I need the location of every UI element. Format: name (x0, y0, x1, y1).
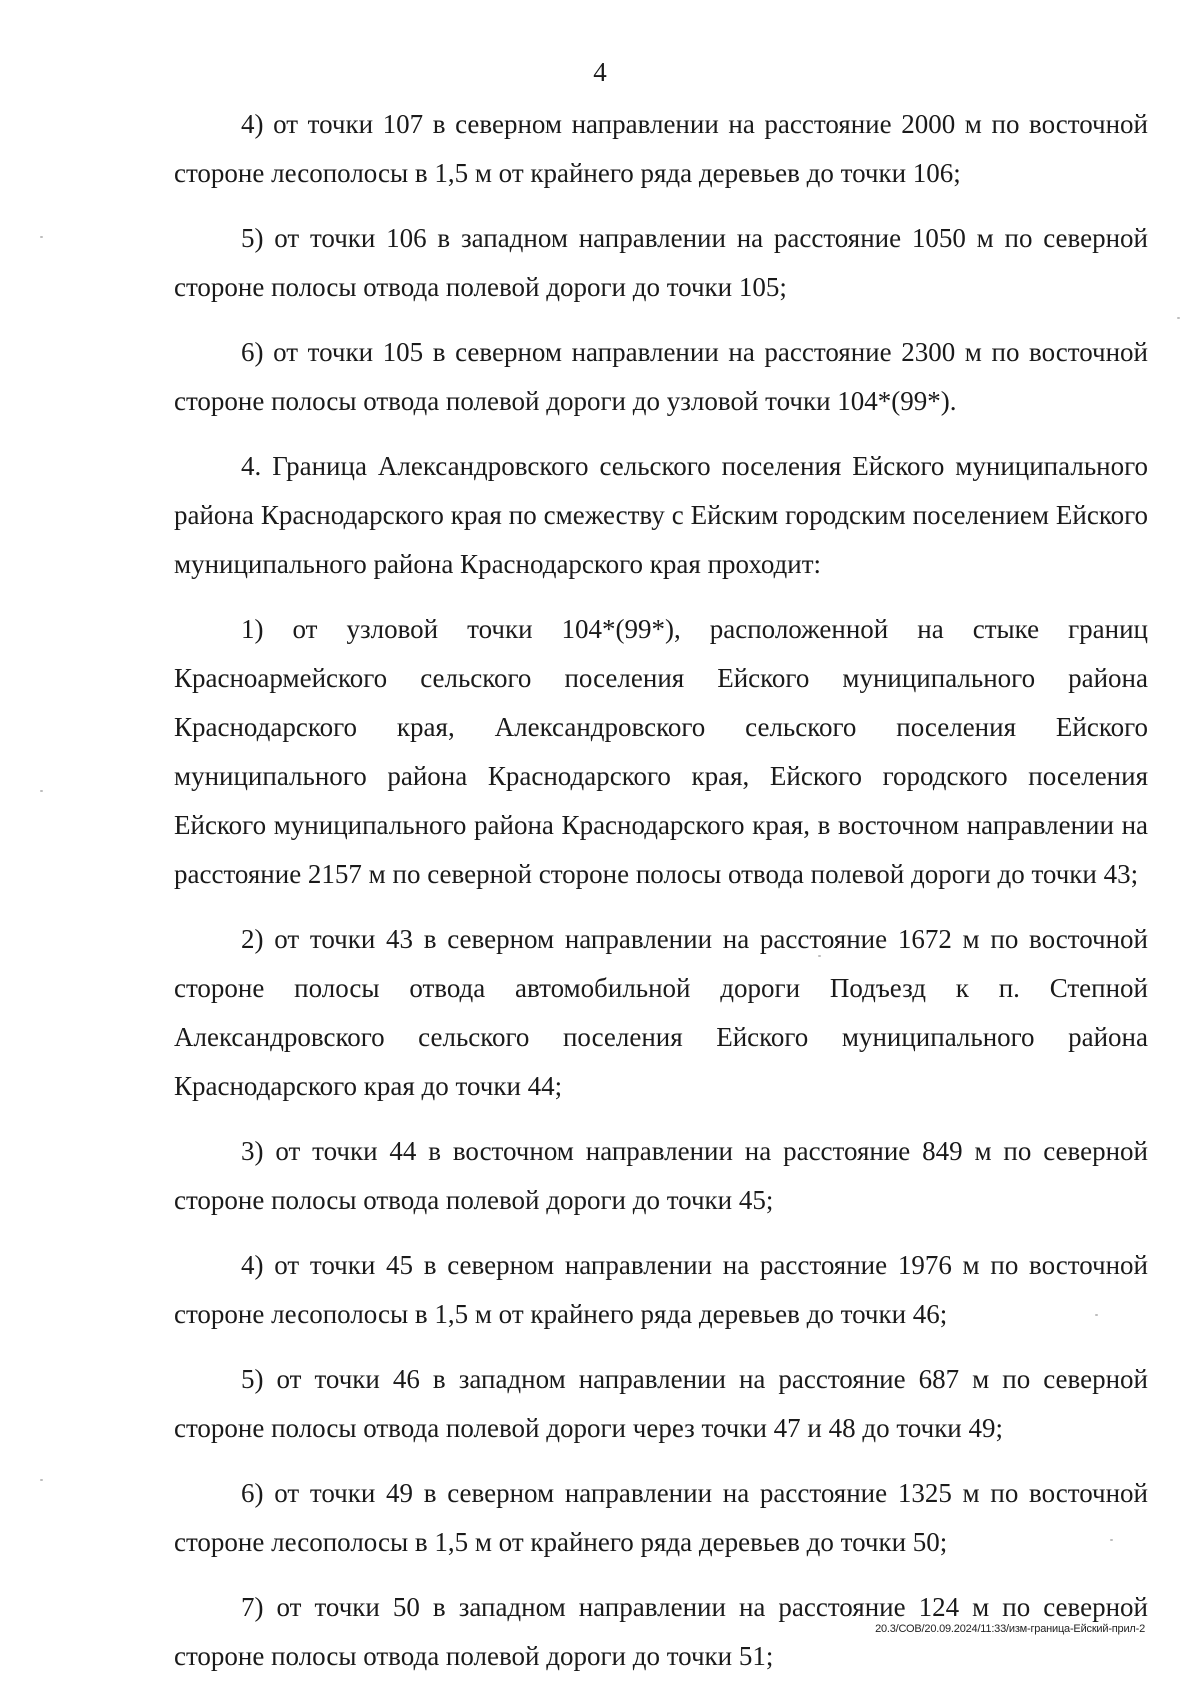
scan-speck (40, 1479, 43, 1481)
scan-speck (1095, 1314, 1098, 1316)
paragraph-item-7-point-50: 7) от точки 50 в западном направлении на расстояние 124 м по северной стороне полосы отвода полевой дороги до точки 51; (174, 1592, 1148, 1671)
scan-speck (40, 236, 43, 238)
paragraph-item-5-point-106: 5) от точки 106 в западном направлении на расстояние 1050 м по северной стороне полосы отвода полевой дороги до точки 105; (174, 223, 1148, 302)
section-4-heading-paragraph: 4. Граница Александровского сельского поселения Ейского муниципального района Краснодарского края по смежеству с Ейским городским поселением Ейского муниципального района Краснодарского края проходит: (174, 451, 1148, 579)
paragraph-item-1-point-104: 1) от узловой точки 104*(99*), расположенной на стыке границ Красноармейского сельского поселения Ейского муниципального района Краснодарского края, Александровского сельского поселения Ейского муниципального района Краснодарского края, Ейского городского поселения Ейского муниципального района Краснодарского края, в восточном направлении на расстояние 2157 м по северной стороне полосы отвода полевой дороги до точки 43; (174, 614, 1148, 889)
paragraph-item-6-point-49: 6) от точки 49 в северном направлении на расстояние 1325 м по восточной стороне лесополосы в 1,5 м от крайнего ряда деревьев до точки 50; (174, 1478, 1148, 1557)
paragraph-item-4-point-45: 4) от точки 45 в северном направлении на расстояние 1976 м по восточной стороне лесополосы в 1,5 м от крайнего ряда деревьев до точки 46; (174, 1250, 1148, 1329)
scan-speck (818, 955, 821, 957)
page-number: 4 (593, 57, 607, 87)
paragraph-item-2-point-43: 2) от точки 43 в северном направлении на расстояние 1672 м по восточной стороне полосы отвода автомобильной дороги Подъезд к п. Степной Александровского сельского поселения Ейского муниципального района Краснодарского края до точки 44; (174, 924, 1148, 1101)
scan-speck (1177, 317, 1180, 319)
paragraph-item-5-point-46: 5) от точки 46 в западном направлении на расстояние 687 м по северной стороне полосы отвода полевой дороги через точки 47 и 48 до точки 49; (174, 1364, 1148, 1443)
scan-speck (1110, 1539, 1113, 1541)
paragraph-item-4-point-107: 4) от точки 107 в северном направлении на расстояние 2000 м по восточной стороне лесополосы в 1,5 м от крайнего ряда деревьев до точки 106; (174, 109, 1148, 188)
paragraph-item-3-point-44: 3) от точки 44 в восточном направлении на расстояние 849 м по северной стороне полосы отвода полевой дороги до точки 45; (174, 1136, 1148, 1215)
document-footer-code: 20.3/СОВ/20.09.2024/11:33/изм-граница-Ейский-прил-2 (875, 1623, 1145, 1635)
document-body (174, 100, 1148, 1697)
paragraph-item-6-point-105: 6) от точки 105 в северном направлении на расстояние 2300 м по восточной стороне полосы отвода полевой дороги до узловой точки 104*(99*). (174, 337, 1148, 416)
scan-speck (40, 790, 43, 792)
